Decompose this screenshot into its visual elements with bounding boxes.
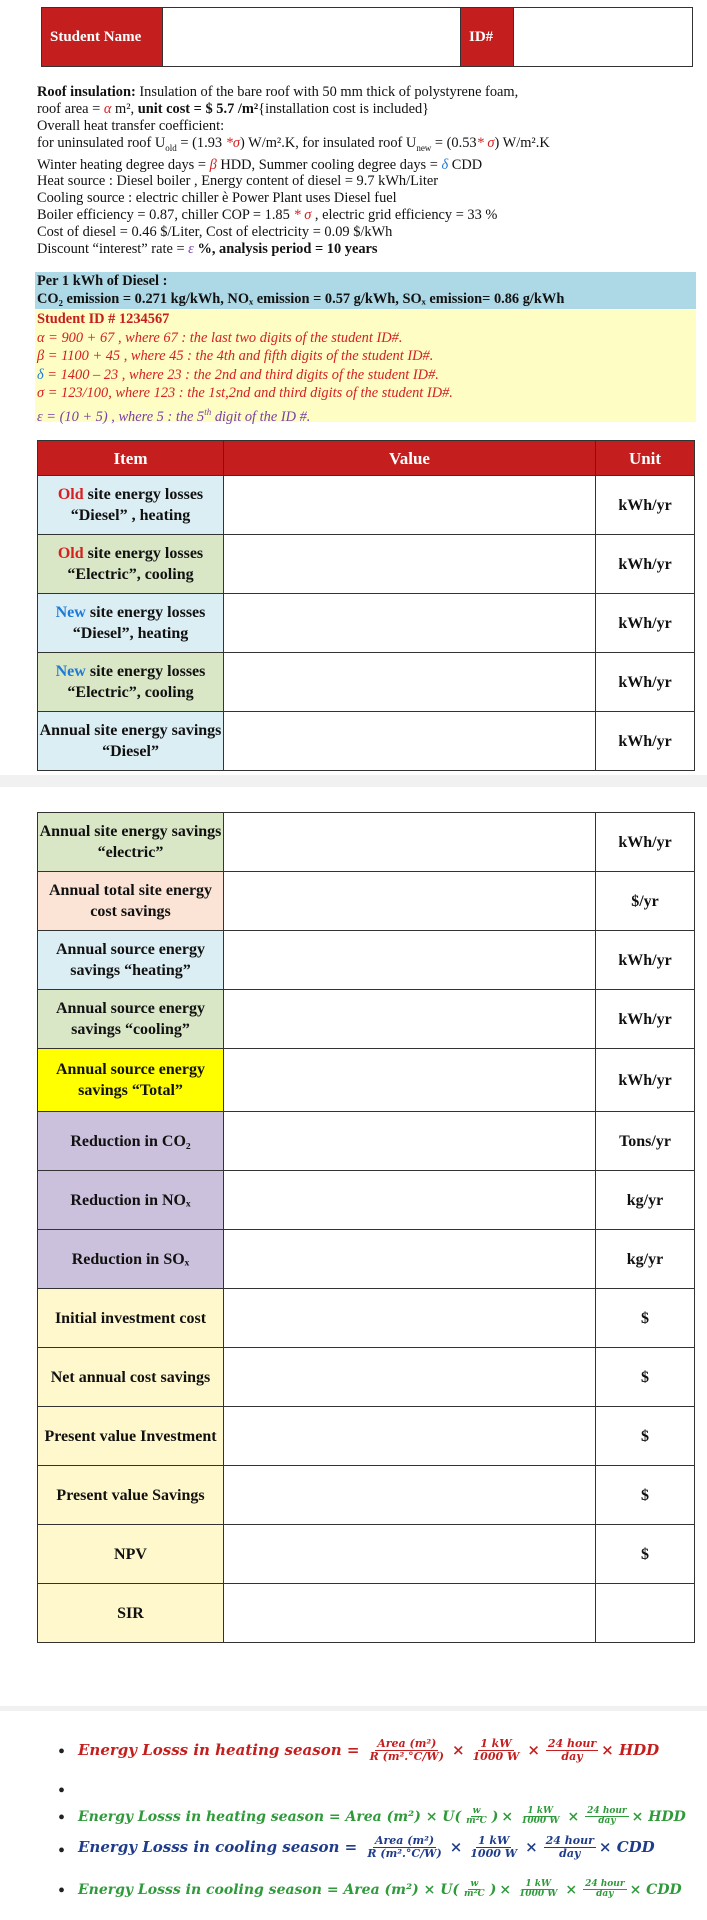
value-cell[interactable]	[224, 476, 596, 535]
formula-eq: =	[339, 1838, 363, 1857]
sigma-symbol: σ	[37, 385, 45, 402]
unit-cell: $	[596, 1407, 695, 1466]
sigma-symbol: * σ	[293, 207, 312, 224]
value-cell[interactable]	[224, 1407, 596, 1466]
alpha-symbol: α	[37, 329, 45, 346]
sigma-num: 123	[61, 385, 83, 402]
student-id: Student ID # 1234567	[37, 311, 170, 327]
bullet: •	[58, 1741, 66, 1763]
formula-lhs: Energy Losss in cooling season	[78, 1881, 322, 1898]
alpha-symbol: α	[103, 100, 112, 117]
fraction	[368, 1738, 446, 1762]
kw-num: 1 kW	[525, 1879, 552, 1889]
diesel-title: Per 1 kWh of Diesel :	[37, 273, 168, 289]
kw-den: 1000 W	[519, 1889, 558, 1900]
area-text: roof area =	[37, 100, 104, 117]
table-row	[38, 1584, 695, 1643]
unit-cell: $	[596, 1348, 695, 1407]
student-name-field[interactable]	[162, 8, 460, 66]
unit-cell: kg/yr	[596, 1230, 695, 1289]
hr-num: 24 hour	[547, 1737, 597, 1750]
times: ×	[525, 1838, 538, 1857]
item-cell: Annual source energy savings “Total”	[38, 1049, 224, 1112]
unit-cell: kWh/yr	[596, 594, 695, 653]
item-cell: Annual site energy savings “Diesel”	[38, 712, 224, 771]
cost-line: Cost of diesel = 0.46 $/Liter, Cost of electricity = 0.09 $/kWh	[37, 224, 393, 241]
epsilon-symbol: ε	[188, 241, 194, 258]
table-row	[38, 1049, 695, 1112]
table-row	[38, 990, 695, 1049]
formula-lhs: Energy Losss in heating season	[78, 1741, 342, 1760]
table-row	[38, 594, 695, 653]
value-cell[interactable]	[224, 872, 596, 931]
hdd: × HDD	[631, 1808, 686, 1825]
dd-text-b: HDD, Summer cooling degree days =	[216, 156, 442, 173]
page-gap	[0, 775, 707, 787]
bullet: •	[58, 1880, 66, 1902]
kw-den: 1000 W	[470, 1846, 518, 1860]
r-den: R (m².°C/W)	[369, 1749, 444, 1763]
times: ×	[499, 1881, 512, 1898]
value-cell[interactable]	[224, 1230, 596, 1289]
value-cell[interactable]	[224, 653, 596, 712]
bullet: •	[58, 1807, 66, 1829]
table-row	[38, 1171, 695, 1230]
diesel-emission-box	[35, 272, 696, 309]
value-cell[interactable]	[224, 1049, 596, 1112]
item-cell: Reduction in NOₓ	[38, 1171, 224, 1230]
item-cell	[38, 653, 224, 712]
hr-den: day	[598, 1816, 616, 1827]
table-row	[38, 1289, 695, 1348]
formula-eq: =	[321, 1881, 344, 1898]
unit-cell: kWh/yr	[596, 990, 695, 1049]
discount-text: Discount “interest” rate =	[37, 241, 189, 258]
unit-cell: kWh/yr	[596, 535, 695, 594]
fraction	[519, 1807, 561, 1827]
unit-cell: kWh/yr	[596, 1049, 695, 1112]
sigma-eq: =	[44, 385, 62, 402]
results-table-2	[37, 812, 695, 1643]
alpha-eq: = 900 +	[44, 329, 100, 346]
times: ×	[451, 1741, 465, 1760]
fraction	[471, 1738, 522, 1762]
fraction	[517, 1880, 559, 1900]
formula-lhs: Energy Losss in heating season	[78, 1808, 325, 1825]
new-prefix: New	[55, 663, 86, 680]
bullet: •	[58, 1780, 66, 1802]
u-text: for uninsulated roof U	[37, 134, 166, 151]
cool-source: Cooling source : electric chiller è Power Plant uses Diesel fuel	[37, 190, 397, 207]
value-cell[interactable]	[224, 712, 596, 771]
sigma-symbol: * σ	[476, 134, 495, 151]
table-row	[38, 535, 695, 594]
m2c-den: m²C	[466, 1816, 487, 1827]
area-inline: Area (m²) × U(	[345, 1808, 462, 1825]
item-cell	[38, 535, 224, 594]
roof-text: Insulation of the bare roof with 50 mm thick of polystyrene foam,	[135, 84, 519, 100]
id-label: ID#	[460, 8, 513, 66]
u-text-e: ) W/m².K	[494, 134, 550, 151]
new-prefix: New	[55, 604, 86, 621]
epsilon-sup: th	[204, 406, 212, 417]
unit-cost: unit cost = $ 5.7 /m²	[137, 100, 259, 117]
hdd: × HDD	[601, 1741, 660, 1760]
delta-note: , where 23 : the 2nd and third digits of the student ID#.	[118, 366, 439, 383]
table-row	[38, 1348, 695, 1407]
unit-cell: $	[596, 1525, 695, 1584]
formula-cooling-r	[78, 1835, 655, 1859]
item-label: site energy losses “Diesel” , heating	[70, 486, 204, 524]
kw-den: 1000 W	[472, 1749, 520, 1763]
fraction	[365, 1835, 443, 1859]
formula-eq: =	[324, 1808, 346, 1825]
hr-den: day	[596, 1889, 614, 1900]
value-header: Value	[224, 441, 596, 476]
beta-num: 45	[105, 348, 121, 365]
fraction	[585, 1807, 629, 1827]
old-prefix: Old	[57, 486, 84, 503]
value-cell[interactable]	[224, 1466, 596, 1525]
item-label: site energy losses “Electric”, cooling	[67, 545, 204, 583]
kw-num: 1 kW	[477, 1834, 510, 1847]
times: ×	[501, 1808, 514, 1825]
cdd: × CDD	[598, 1838, 655, 1857]
kw-num: 1 kW	[480, 1737, 512, 1750]
student-id-box	[35, 310, 696, 425]
install-note: {installation cost is included}	[258, 100, 430, 117]
unit-cell: $/yr	[596, 872, 695, 931]
item-cell: Annual total site energy cost savings	[38, 872, 224, 931]
item-cell: Annual source energy savings “heating”	[38, 931, 224, 990]
dd-text-c: CDD	[448, 156, 483, 173]
close-paren: )	[489, 1881, 497, 1898]
unit-cell: kWh/yr	[596, 712, 695, 771]
formula-eq: =	[341, 1741, 365, 1760]
discount-text-b: %, analysis period = 10 years	[193, 241, 378, 258]
item-cell: Initial investment cost	[38, 1289, 224, 1348]
delta-symbol: δ	[37, 366, 44, 383]
table-row	[38, 1407, 695, 1466]
close-paren: )	[491, 1808, 499, 1825]
value-cell[interactable]	[224, 1348, 596, 1407]
formula-heating-r	[78, 1738, 659, 1762]
student-name-label: Student Name	[42, 8, 162, 66]
item-cell: NPV	[38, 1525, 224, 1584]
student-info-box	[41, 7, 693, 67]
value-cell[interactable]	[224, 813, 596, 872]
beta-eq: = 1100 +	[44, 348, 106, 365]
unit-cell: kWh/yr	[596, 813, 695, 872]
item-label: site energy losses “Diesel”, heating	[72, 604, 206, 642]
u-text-b: = (1.93	[176, 134, 226, 151]
u-text-d: = (0.53	[431, 134, 477, 151]
sigma-symbol: *σ	[225, 134, 240, 151]
results-table-1	[37, 440, 695, 771]
delta-eq: = 1400 –	[43, 366, 104, 383]
u-old-sub: old	[165, 142, 177, 153]
beta-symbol: β	[37, 348, 45, 365]
w-num: w	[472, 1806, 481, 1816]
unit-cell	[596, 1584, 695, 1643]
table-row	[38, 813, 695, 872]
value-cell[interactable]	[224, 594, 596, 653]
item-cell: Net annual cost savings	[38, 1348, 224, 1407]
hr-den: day	[561, 1749, 583, 1763]
area-inline: Area (m²) × U(	[343, 1881, 460, 1898]
unit-cell: $	[596, 1466, 695, 1525]
cdd: × CDD	[629, 1881, 682, 1898]
problem-statement	[37, 84, 697, 258]
area-unit: m²,	[111, 100, 138, 117]
delta-symbol: δ	[441, 156, 449, 173]
u-text-c: ) W/m².K, for insulated roof U	[240, 134, 417, 151]
table-row	[38, 1525, 695, 1584]
fraction	[468, 1835, 519, 1859]
item-cell: Present value Savings	[38, 1466, 224, 1525]
w-num: w	[470, 1879, 479, 1889]
formula-heating-u	[78, 1807, 686, 1827]
table-row	[38, 1230, 695, 1289]
fraction	[583, 1880, 627, 1900]
unit-cell: kWh/yr	[596, 476, 695, 535]
dd-text: Winter heating degree days =	[37, 156, 210, 173]
table-row	[38, 1466, 695, 1525]
epsilon-eq: ε = (10 + 5) , where 5 : the 5	[37, 408, 205, 425]
epsilon-note: digit of the ID #.	[211, 408, 311, 425]
id-field[interactable]	[513, 8, 692, 66]
delta-num: 23	[103, 366, 119, 383]
beta-note: , where 45 : the 4th and fifth digits of the student ID#.	[120, 348, 434, 365]
bullet: •	[58, 1840, 66, 1862]
hr-num: 24 hour	[545, 1834, 594, 1847]
roof-title: Roof insulation:	[37, 84, 136, 100]
value-cell[interactable]	[224, 1525, 596, 1584]
formula-cooling-u	[78, 1880, 682, 1900]
item-cell: Annual source energy savings “cooling”	[38, 990, 224, 1049]
fraction	[546, 1738, 598, 1762]
fraction	[544, 1835, 596, 1859]
m2c-den: m²C	[464, 1889, 485, 1900]
item-cell	[38, 594, 224, 653]
area-num: Area (m²)	[377, 1737, 437, 1750]
value-cell[interactable]	[224, 1171, 596, 1230]
value-cell[interactable]	[224, 1584, 596, 1643]
item-cell: SIR	[38, 1584, 224, 1643]
area-num: Area (m²)	[374, 1834, 435, 1847]
page-gap	[0, 1706, 707, 1711]
hr-den: day	[559, 1846, 581, 1860]
eff-text: Boiler efficiency = 0.87, chiller COP = 1.85	[37, 207, 294, 224]
heat-source: Heat source : Diesel boiler , Energy content of diesel = 9.7 kWh/Liter	[37, 173, 439, 190]
kw-den: 1000 W	[521, 1816, 560, 1827]
table-row	[38, 1112, 695, 1171]
value-cell[interactable]	[224, 931, 596, 990]
times: ×	[449, 1838, 463, 1857]
table-row	[38, 931, 695, 990]
value-cell[interactable]	[224, 535, 596, 594]
table-row	[38, 476, 695, 535]
unit-header: Unit	[596, 441, 695, 476]
times: ×	[565, 1881, 578, 1898]
hr-num: 24 hour	[585, 1879, 625, 1889]
formula-lhs: Energy Losss in cooling season	[78, 1838, 340, 1857]
u-title: Overall heat transfer coefficient:	[37, 117, 225, 134]
fraction	[464, 1807, 489, 1827]
item-cell: Annual site energy savings “electric”	[38, 813, 224, 872]
item-cell: Present value Investment	[38, 1407, 224, 1466]
unit-cell: kWh/yr	[596, 931, 695, 990]
beta-symbol: β	[209, 156, 217, 173]
value-cell[interactable]	[224, 1112, 596, 1171]
u-new-sub: new	[416, 142, 432, 153]
item-cell	[38, 476, 224, 535]
table-row	[38, 712, 695, 771]
alpha-note: , where 67 : the last two digits of the student ID#.	[114, 329, 403, 346]
item-header: Item	[38, 441, 224, 476]
sigma-note: /100, where 123 : the 1st,2nd and third digits of the student ID#.	[82, 385, 453, 402]
kw-num: 1 kW	[527, 1806, 554, 1816]
value-cell[interactable]	[224, 990, 596, 1049]
unit-cell: $	[596, 1289, 695, 1348]
times: ×	[567, 1808, 580, 1825]
hr-num: 24 hour	[587, 1806, 627, 1816]
item-cell: Reduction in SOₓ	[38, 1230, 224, 1289]
r-den: R (m².°C/W)	[367, 1846, 442, 1860]
fraction	[462, 1880, 487, 1900]
old-prefix: Old	[57, 545, 84, 562]
unit-cell: kg/yr	[596, 1171, 695, 1230]
eff-text-b: , electric grid efficiency = 33 %	[311, 207, 498, 224]
table-row	[38, 653, 695, 712]
times: ×	[527, 1741, 540, 1760]
item-cell: Reduction in CO₂	[38, 1112, 224, 1171]
alpha-num: 67	[99, 329, 115, 346]
unit-cell: kWh/yr	[596, 653, 695, 712]
table-row	[38, 872, 695, 931]
unit-cell: Tons/yr	[596, 1112, 695, 1171]
diesel-emissions: CO₂ emission = 0.271 kg/kWh, NOₓ emission = 0.57 g/kWh, SOₓ emission= 0.86 g/kWh	[37, 291, 565, 307]
value-cell[interactable]	[224, 1289, 596, 1348]
item-label: site energy losses “Electric”, cooling	[67, 663, 206, 701]
